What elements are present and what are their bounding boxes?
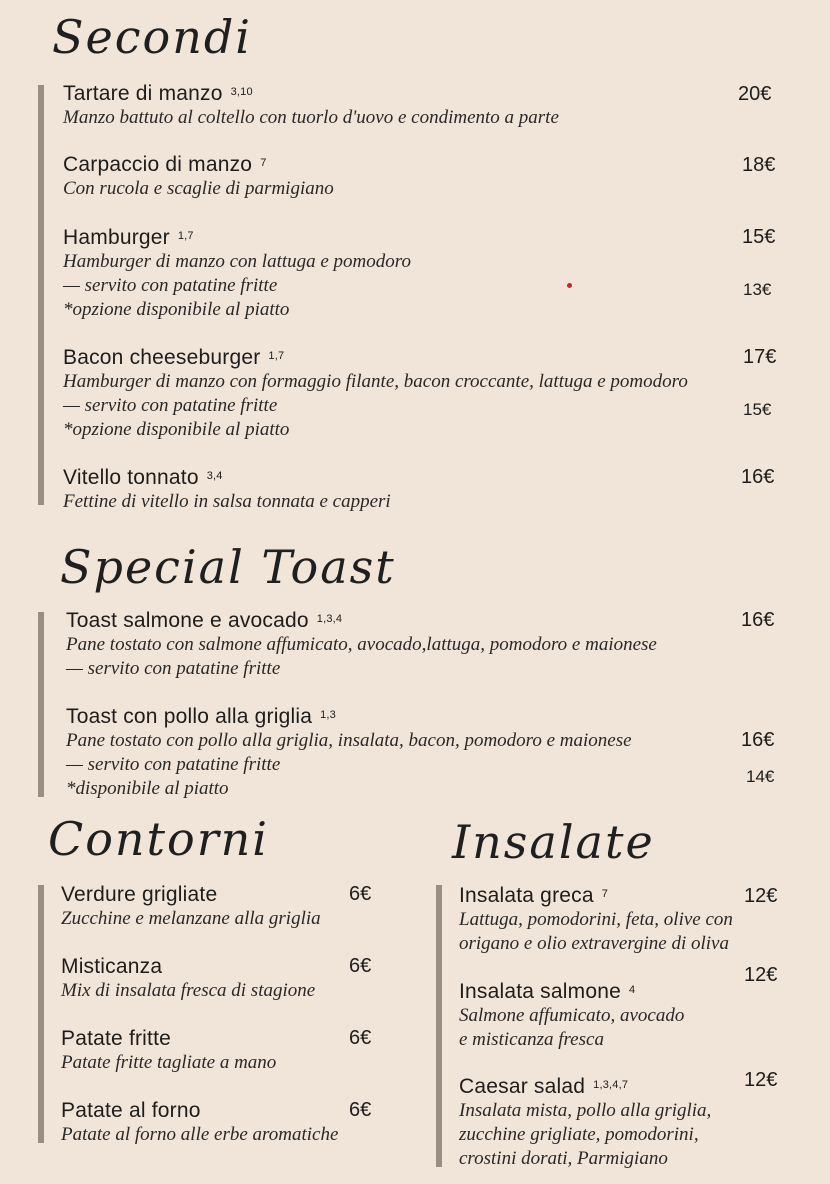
allergen-codes: 1,7	[268, 350, 285, 362]
item-price: 16€	[741, 609, 775, 631]
menu-item	[61, 955, 315, 1003]
section-title-secondi: Secondi	[52, 10, 252, 64]
item-price: 17€	[743, 346, 777, 368]
menu-item	[63, 226, 411, 322]
section-title-contorni: Contorni	[48, 812, 270, 866]
item-description-line: crostini dorati, Parmigiano	[459, 1148, 668, 1169]
item-price-alt: 15€	[743, 400, 772, 419]
menu-item	[66, 609, 657, 681]
item-note: *disponibile al piatto	[66, 778, 229, 799]
item-description-line: origano e olio extravergine di oliva	[459, 933, 729, 954]
item-description: Patate al forno alle erbe aromatiche	[61, 1124, 339, 1145]
allergen-codes: 3,10	[230, 86, 253, 98]
item-name: Toast salmone e avocado	[66, 609, 309, 632]
item-description-line: — servito con patatine fritte	[66, 754, 281, 775]
item-description: Pane tostato con pollo alla griglia, insalata, bacon, pomodoro e maionese	[66, 730, 632, 751]
menu-item	[459, 1075, 711, 1171]
menu-item	[63, 153, 334, 201]
menu-item	[459, 980, 684, 1052]
item-description-line: — servito con patatine fritte	[63, 275, 278, 296]
item-description-line: — servito con patatine fritte	[63, 395, 278, 416]
item-description-line: zucchine grigliate, pomodorini,	[459, 1124, 699, 1145]
item-name: Toast con pollo alla griglia	[66, 705, 313, 728]
section-bar-special-toast	[38, 612, 44, 797]
menu-item	[63, 466, 391, 514]
section-bar-insalate	[436, 885, 442, 1167]
item-description: Con rucola e scaglie di parmigiano	[63, 178, 334, 199]
allergen-codes: 1,3,4	[316, 613, 343, 625]
item-price: 6€	[349, 883, 372, 905]
item-description: Insalata mista, pollo alla griglia,	[459, 1100, 712, 1121]
item-name: Bacon cheeseburger	[63, 346, 261, 369]
allergen-codes: 1,7	[177, 230, 194, 242]
menu-item	[459, 884, 733, 956]
item-name: Insalata salmone	[459, 980, 621, 1003]
menu-item	[66, 705, 632, 801]
item-name: Caesar salad	[459, 1075, 586, 1098]
section-bar-contorni	[38, 885, 44, 1143]
item-price: 16€	[741, 729, 775, 751]
item-price: 6€	[349, 1099, 372, 1121]
item-description-line: — servito con patatine fritte	[66, 658, 281, 679]
item-price: 6€	[349, 955, 372, 977]
item-price: 16€	[741, 466, 775, 488]
section-bar-secondi	[38, 85, 44, 505]
allergen-codes: 4	[628, 984, 636, 996]
item-description: Manzo battuto al coltello con tuorlo d'uovo e condimento a parte	[63, 107, 559, 128]
item-price: 6€	[349, 1027, 372, 1049]
menu-item	[61, 883, 321, 931]
allergen-codes: 1,3,4,7	[593, 1079, 629, 1091]
item-price: 20€	[738, 83, 772, 105]
item-description: Hamburger di manzo con formaggio filante, bacon croccante, lattuga e pomodoro	[63, 371, 688, 392]
item-name: Patate fritte	[61, 1027, 171, 1050]
item-description: Pane tostato con salmone affumicato, avocado,lattuga, pomodoro e maionese	[66, 634, 657, 655]
allergen-codes: 3,4	[206, 470, 223, 482]
item-price: 12€	[744, 964, 778, 986]
item-price: 12€	[744, 1069, 778, 1091]
item-price: 12€	[744, 885, 778, 907]
item-name: Tartare di manzo	[63, 82, 223, 105]
item-description: Fettine di vitello in salsa tonnata e capperi	[63, 491, 391, 512]
item-name: Vitello tonnato	[63, 466, 199, 489]
item-description: Hamburger di manzo con lattuga e pomodoro	[63, 251, 411, 272]
item-price: 18€	[742, 154, 776, 176]
item-note: *opzione disponibile al piatto	[63, 299, 290, 320]
item-description: Patate fritte tagliate a mano	[61, 1052, 277, 1073]
item-name: Verdure grigliate	[61, 883, 218, 906]
section-title-insalate: Insalate	[452, 815, 655, 869]
item-description: Salmone affumicato, avocado	[459, 1005, 685, 1026]
item-price-alt: 13€	[743, 280, 772, 299]
item-name: Misticanza	[61, 955, 163, 978]
item-name: Insalata greca	[459, 884, 594, 907]
item-price: 15€	[742, 226, 776, 248]
menu-item	[63, 82, 559, 130]
section-title-special-toast: Special Toast	[60, 540, 396, 594]
item-description-line: e misticanza fresca	[459, 1029, 604, 1050]
menu-item	[63, 346, 688, 442]
item-name: Carpaccio di manzo	[63, 153, 253, 176]
allergen-codes: 1,3	[320, 709, 336, 721]
item-price-alt: 14€	[746, 767, 775, 786]
item-description: Mix di insalata fresca di stagione	[61, 980, 316, 1001]
menu-item	[61, 1099, 338, 1147]
item-description: Zucchine e melanzane alla griglia	[61, 908, 321, 929]
item-name: Patate al forno	[61, 1099, 201, 1122]
item-note: *opzione disponibile al piatto	[63, 419, 290, 440]
item-description: Lattuga, pomodorini, feta, olive con	[459, 909, 733, 930]
allergen-codes: 7	[601, 888, 609, 900]
menu-item	[61, 1027, 276, 1075]
allergen-codes: 7	[260, 157, 267, 169]
item-name: Hamburger	[63, 226, 170, 249]
red-dot-mark	[567, 283, 572, 288]
